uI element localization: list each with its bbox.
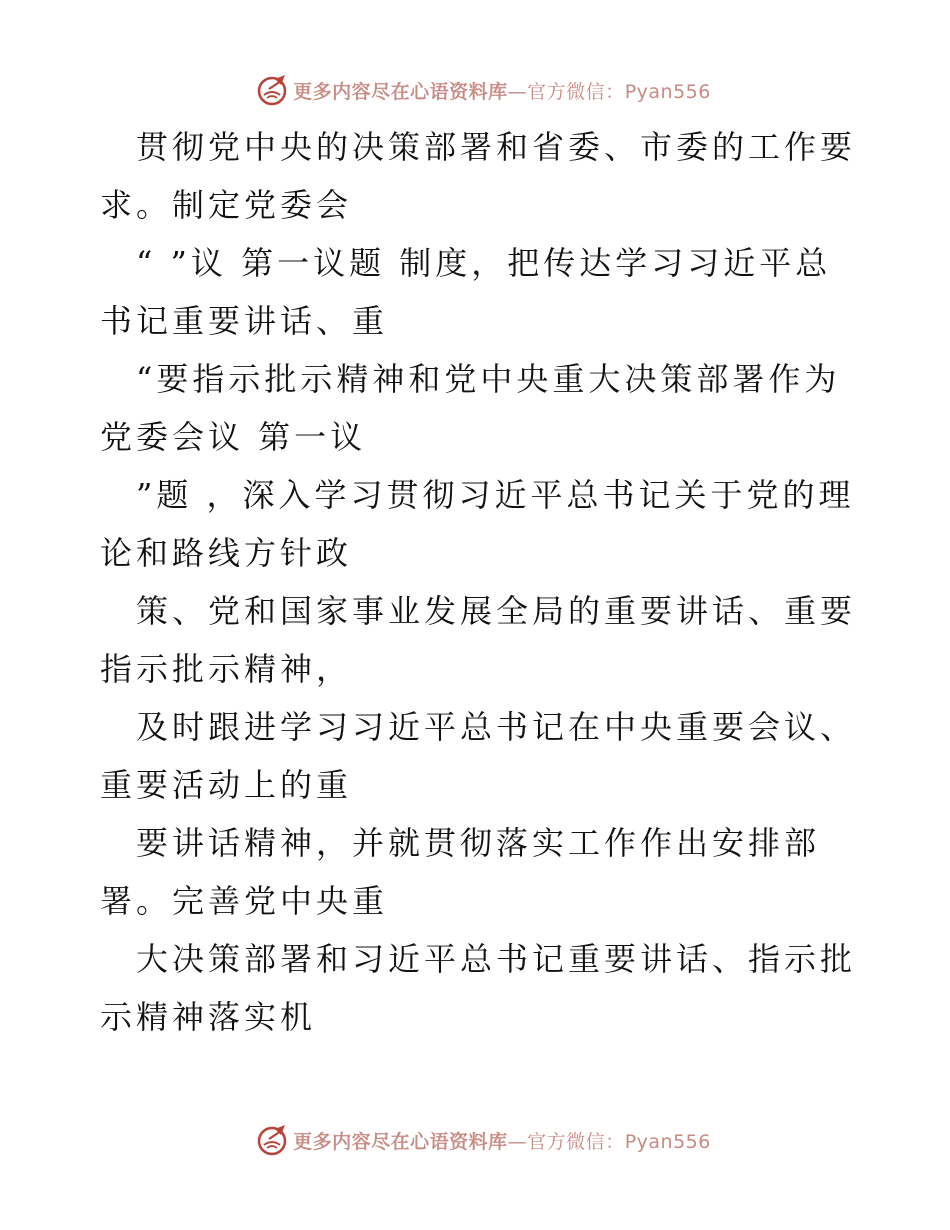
watermark-separator: — xyxy=(507,80,528,103)
document-body xyxy=(100,118,860,1046)
paragraph-5: 策、党和国家事业发展全局的重要讲话、重要指示批示精神， xyxy=(100,592,857,688)
book-pen-logo-icon xyxy=(255,1123,289,1157)
paragraph-8: 大决策部署和习近平总书记重要讲话、指示批示精神落实机 xyxy=(100,940,857,1036)
book-pen-logo-icon xyxy=(255,73,289,107)
watermark-wechat-label: 官方微信： xyxy=(527,1130,625,1153)
paragraph-6: 及时跟进学习习近平总书记在中央重要会议、重要活动上的重 xyxy=(100,708,857,804)
header-watermark xyxy=(0,70,950,110)
watermark-wechat-id: Pyan556 xyxy=(624,1130,711,1153)
paragraph-1: 贯彻党中央的决策部署和省委、市委的工作要求。制定党委会 xyxy=(100,128,857,224)
paragraph-2: “ ”议 第一议题 制度，把传达学习习近平总书记重要讲话、重 xyxy=(100,244,832,340)
watermark-text xyxy=(293,1127,711,1154)
header-watermark-inner xyxy=(255,73,711,107)
paragraph-3: “要指示批示精神和党中央重大决策部署作为党委会议 第一议 xyxy=(100,360,841,456)
watermark-wechat-id: Pyan556 xyxy=(624,80,711,103)
watermark-main: 更多内容尽在心语资料库 xyxy=(293,1130,508,1153)
watermark-wechat-label: 官方微信： xyxy=(527,80,625,103)
paragraph-4: ”题 ，深入学习贯彻习近平总书记关于党的理论和路线方针政 xyxy=(100,476,855,572)
footer-watermark-inner xyxy=(255,1123,711,1157)
footer-watermark xyxy=(0,1120,950,1160)
watermark-text xyxy=(293,77,711,104)
watermark-separator: — xyxy=(507,1130,528,1153)
paragraph-7: 要讲话精神，并就贯彻落实工作作出安排部署。完善党中央重 xyxy=(100,824,821,920)
watermark-main: 更多内容尽在心语资料库 xyxy=(293,80,508,103)
